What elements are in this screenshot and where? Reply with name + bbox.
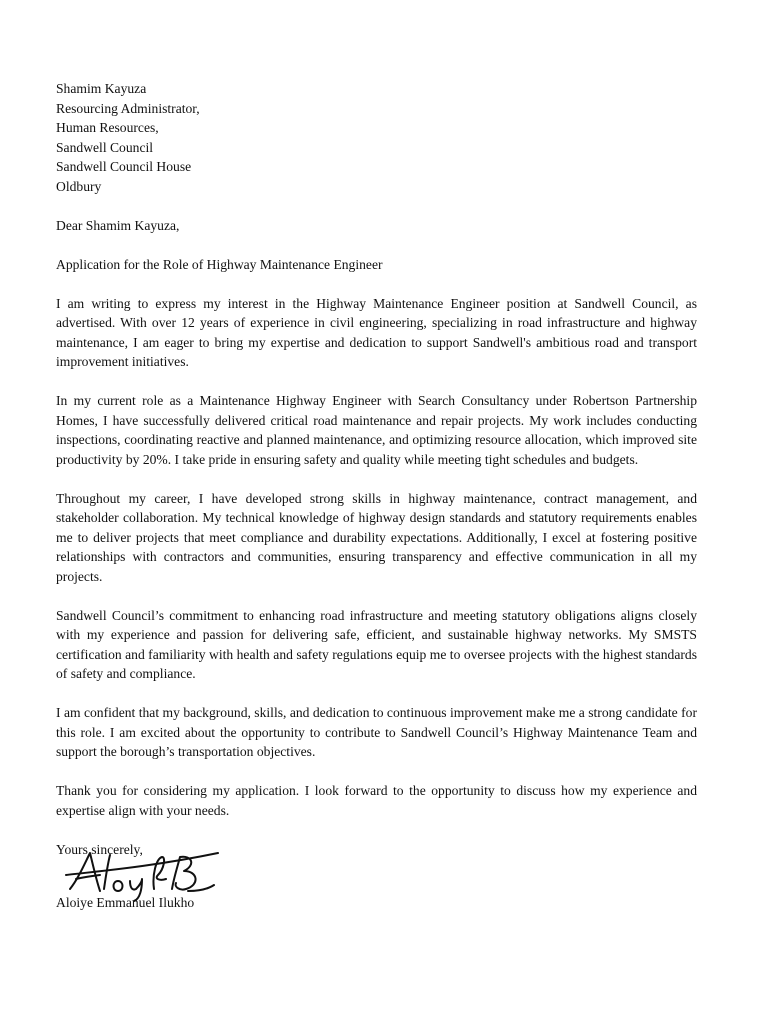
sender-name: Aloiye Emmanuel Ilukho <box>56 895 195 910</box>
subject-line: Application for the Role of Highway Maintenance Engineer <box>56 256 383 272</box>
cover-letter <box>56 79 697 913</box>
body-paragraph-1: I am writing to express my interest in the Highway Maintenance Engineer position at Sandwell Council, as advertised. With over 12 years of experience in civil engineering, specializing in road infrastructure and highway maintenance, I am eager to bring my expertise and dedication to support Sandwell's ambitious road and transport improvement initiatives. <box>56 295 697 369</box>
recipient-building: Sandwell Council House <box>56 159 192 174</box>
recipient-department: Human Resources, <box>56 120 159 135</box>
recipient-name: Shamim Kayuza <box>56 81 147 96</box>
closing: Yours sincerely, <box>56 841 143 857</box>
body-paragraph-6: Thank you for considering my application. I look forward to the opportunity to discuss how my experience and expertise align with your needs. <box>56 783 697 818</box>
body-paragraph-2: In my current role as a Maintenance Highway Engineer with Search Consultancy under Robertson Partnership Homes, I have successfully delivered critical road maintenance and repair projects. My work includes conducting inspections, coordinating reactive and planned maintenance, and optimizing resource allocation, which improved site productivity by 20%. I take pride in ensuring safety and quality while meeting tight schedules and budgets. <box>56 393 697 467</box>
body-paragraph-5: I am confident that my background, skills, and dedication to continuous improvement make me a strong candidate for this role. I am excited about the opportunity to contribute to Sandwell Council’s Highway Maintenance Team and support the borough’s transportation objectives. <box>56 705 697 759</box>
recipient-town: Oldbury <box>56 178 102 194</box>
closing-block <box>56 840 697 913</box>
body-paragraph-3: Throughout my career, I have developed strong skills in highway maintenance, contract management, and stakeholder collaboration. My technical knowledge of highway design standards and statutory requirements enables me to deliver projects that meet compliance and durability expectations. Additionally, I excel at fostering positive relationships with contractors and communities, ensuring transparency and effective communication in all my projects. <box>56 490 697 584</box>
recipient-organization: Sandwell Council <box>56 139 154 155</box>
salutation: Dear Shamim Kayuza, <box>56 217 180 233</box>
handwritten-signature-icon <box>56 845 226 903</box>
recipient-address <box>56 79 697 196</box>
body-paragraph-4: Sandwell Council’s commitment to enhancing road infrastructure and meeting statutory obligations aligns closely with my experience and passion for delivering safe, efficient, and sustainable highway networks. My SMSTS certification and familiarity with health and safety regulations equip me to oversee projects with the highest standards of safety and compliance. <box>56 607 697 681</box>
recipient-title: Resourcing Administrator, <box>56 100 200 116</box>
